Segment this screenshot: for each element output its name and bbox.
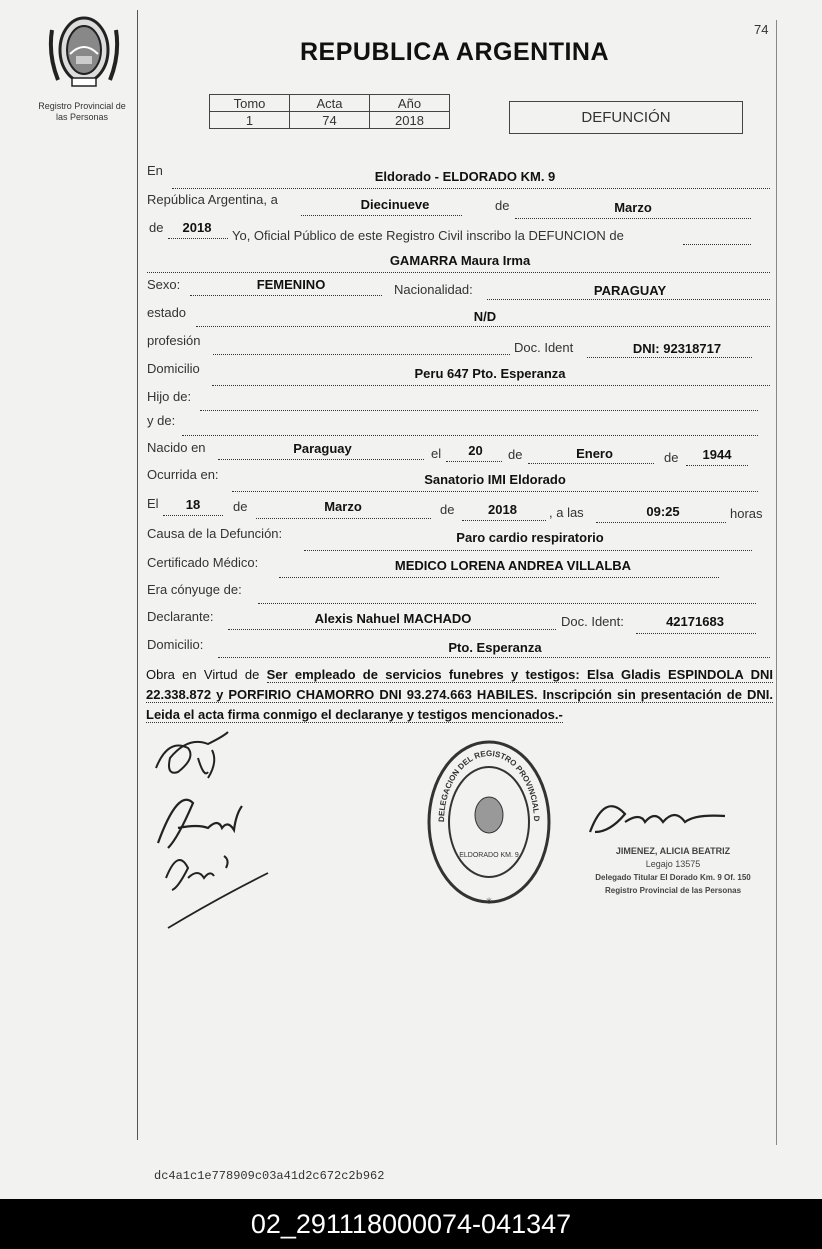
svg-text:✳: ✳ (485, 896, 493, 906)
label-horas: horas (730, 506, 763, 521)
dots-domicilio-2 (218, 657, 770, 658)
value-declarante-doc: 42171683 (666, 614, 724, 629)
label-de-n1: de (508, 447, 523, 462)
label-de-o2: de (440, 502, 455, 517)
acta-value: 74 (290, 112, 370, 129)
value-nombre: GAMARRA Maura Irma (389, 253, 531, 268)
dots-declarante-doc (636, 633, 756, 634)
label-sexo: Sexo: (147, 277, 181, 292)
value-def-anio: 2018 (488, 502, 517, 517)
label-declarante: Declarante: (147, 609, 214, 624)
stamp-center-text: ELDORADO KM. 9 (459, 852, 519, 859)
anio-value: 2018 (370, 112, 450, 129)
label-hijo-de: Hijo de: (147, 389, 192, 404)
label-el-2: El (147, 496, 159, 511)
dots-nacionalidad (487, 299, 770, 300)
reference-table (209, 94, 450, 129)
label-doc-ident-2: Doc. Ident: (561, 614, 624, 629)
dots-def-mes (256, 518, 431, 519)
right-margin-line (776, 20, 777, 1145)
registry-caption-line1: Registro Provincial de (38, 101, 126, 111)
dots-mes (515, 218, 751, 219)
dots-profesion (213, 354, 510, 355)
official-stamp-line-4: Registro Provincial de las Personas (604, 886, 742, 895)
dots-doc-ident (587, 357, 752, 358)
label-estado: estado (147, 305, 187, 320)
value-certificado: MEDICO LORENA ANDREA VILLALBA (394, 558, 632, 573)
official-stamp-line-1: JIMENEZ, ALICIA BEATRIZ (615, 846, 731, 856)
dots-nac-mes (528, 463, 654, 464)
value-mes: Marzo (614, 200, 652, 215)
dots-en (172, 188, 770, 189)
dots-estado (196, 326, 770, 327)
label-de-n2: de (664, 450, 679, 465)
value-def-hora: 09:25 (646, 504, 680, 519)
label-oficial: Yo, Oficial Público de este Registro Civil inscribo la DEFUNCION de (232, 228, 624, 243)
value-nac-dia: 20 (468, 443, 483, 458)
value-dia-texto: Diecinueve (360, 197, 430, 212)
label-doc-ident: Doc. Ident (514, 340, 574, 355)
label-causa: Causa de la Defunción: (147, 526, 283, 541)
value-nacido-en: Paraguay (293, 441, 352, 456)
dots-conyuge (258, 603, 756, 604)
value-ocurrida-en: Sanatorio IMI Eldorado (424, 472, 566, 487)
label-conyuge: Era cónyuge de: (147, 582, 242, 597)
dots-sexo (190, 295, 382, 296)
dots-nacido-en (218, 459, 424, 460)
dots-declarante (228, 629, 556, 630)
registry-caption-line2: las Personas (55, 112, 109, 122)
value-sexo: FEMENINO (256, 277, 326, 292)
left-margin-line (137, 10, 138, 1140)
dots-dia (301, 215, 462, 216)
value-obra-texto: Ser empleado de servicios funebres y testigos: Elsa Gladis ESPINDOLA DNI 22.338.872 y PORFIRIO CHAMORRO DNI 93.274.663 HABILES. Inscripción sin presentación de DNI. Leida el acta firma conmigo el declaranye y testigos mencionados.- (146, 667, 773, 722)
page-title: REPUBLICA ARGENTINA (300, 38, 610, 66)
value-doc-ident: DNI: 92318717 (632, 341, 722, 356)
value-domicilio: Peru 647 Pto. Esperanza (414, 366, 566, 381)
dots-nac-anio (686, 465, 748, 466)
label-domicilio: Domicilio (147, 361, 200, 376)
label-en: En (147, 163, 163, 178)
official-stamp-line-2: Legajo 13575 (645, 859, 701, 869)
label-profesion: profesión (147, 333, 201, 348)
dots-certificado (279, 577, 719, 578)
dots-domicilio (212, 385, 770, 386)
footer-id: 02_291118000074-041347 (250, 1208, 572, 1239)
dots-hijo-de (200, 410, 758, 411)
value-nacionalidad: PARAGUAY (593, 283, 667, 298)
dots-def-dia (163, 515, 223, 516)
reference-value-row (210, 112, 450, 129)
document-hash: dc4a1c1e778909c03a41d2c672c2b962 (154, 1169, 385, 1183)
signature-declarante (148, 728, 288, 943)
signature-official (585, 792, 745, 847)
acta-header: Acta (290, 95, 370, 112)
dots-ocurrida-en (232, 491, 758, 492)
dots-def-anio (462, 520, 546, 521)
value-declarante: Alexis Nahuel MACHADO (314, 611, 472, 626)
dots-nac-dia (446, 461, 502, 462)
label-de-1: de (495, 198, 510, 213)
label-certificado: Certificado Médico: (147, 555, 259, 570)
label-el: el (431, 446, 442, 461)
obra-paragraph (146, 665, 773, 725)
dots-anio (168, 238, 228, 239)
dots-nombre (147, 272, 770, 273)
label-domicilio-2: Domicilio: (147, 637, 204, 652)
label-republica: República Argentina, a (147, 192, 278, 207)
dots-def-hora (596, 522, 726, 523)
value-estado: N/D (473, 309, 497, 324)
value-causa: Paro cardio respiratorio (456, 530, 604, 545)
tomo-value: 1 (210, 112, 290, 129)
label-nacido-en: Nacido en (147, 440, 206, 455)
value-declarante-domicilio: Pto. Esperanza (448, 640, 542, 655)
label-obra: Obra en Virtud de (146, 667, 260, 682)
label-nacionalidad: Nacionalidad: (394, 282, 473, 297)
tomo-header: Tomo (210, 95, 290, 112)
value-def-dia: 18 (185, 497, 201, 512)
registry-caption (22, 101, 142, 123)
reference-header-row (210, 95, 450, 112)
anio-header: Año (370, 95, 450, 112)
label-de-2: de (149, 220, 164, 235)
label-de-o1: de (233, 499, 248, 514)
registry-stamp (424, 737, 554, 917)
label-ocurrida-en: Ocurrida en: (147, 467, 219, 482)
dots-causa (304, 550, 752, 551)
official-stamp-text (578, 845, 768, 897)
label-a-las: , a las (549, 505, 584, 520)
official-stamp-line-3: Delegado Titular El Dorado Km. 9 Of. 150 (595, 873, 751, 882)
stamp-ring-text: DELEGACION DEL REGISTRO PROVINCIAL D (436, 748, 542, 823)
value-def-mes: Marzo (324, 499, 362, 514)
footer-id-bar (0, 1199, 822, 1249)
value-lugar: Eldorado - ELDORADO KM. 9 (374, 169, 556, 184)
value-anio: 2018 (182, 220, 212, 235)
dots-y-de (182, 435, 758, 436)
record-type-box: DEFUNCIÓN (509, 101, 743, 134)
page-number: 74 (754, 22, 769, 37)
value-nac-anio: 1944 (702, 447, 732, 462)
label-y-de: y de: (147, 413, 176, 428)
value-nac-mes: Enero (576, 446, 613, 461)
registry-seal-logo (46, 10, 122, 95)
dots-oficial (683, 244, 751, 245)
